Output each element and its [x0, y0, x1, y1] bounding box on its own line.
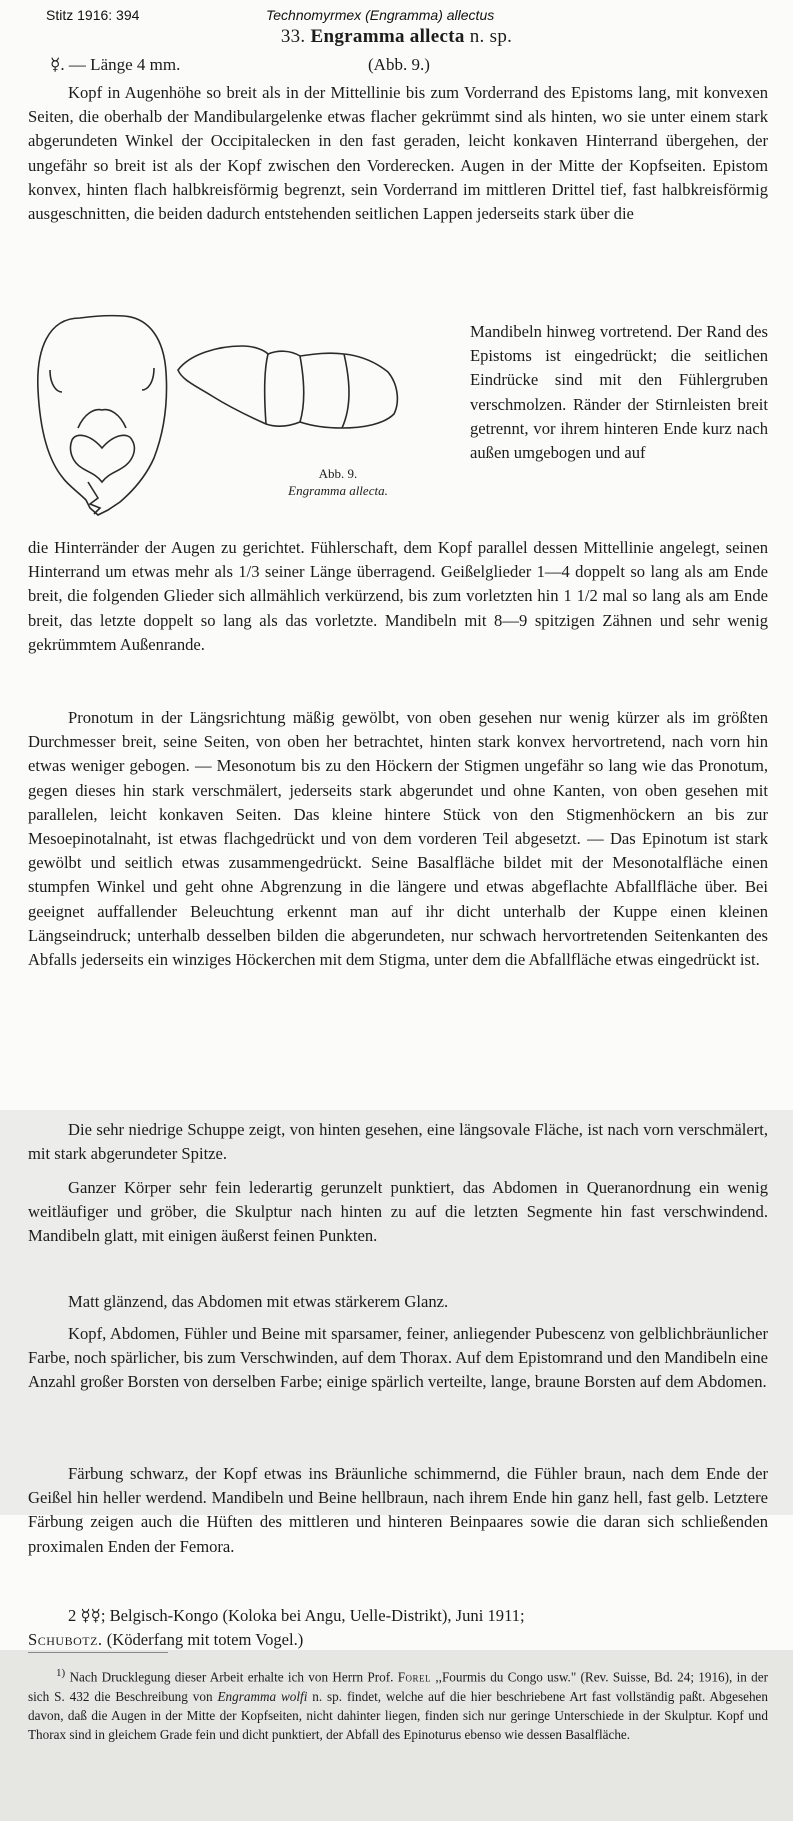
thorax-outline: [178, 346, 397, 428]
species-number: 33.: [280, 26, 306, 47]
paragraph-head-2: Mandibeln hinweg vortretend. Der Rand des Epistoms ist eingedrückt; die seitlichen Eindrücke sind mit den Fühlergruben verschmolzen. Ränder der Stirnleisten breit getrennt, vor ihrem hinteren Ende kurz nach außen umgebogen und auf: [470, 322, 768, 463]
paragraph-head-3: die Hinterränder der Augen zu gerichtet. Fühlerschaft, dem Kopf parallel dessen Mittellinie angelegt, seinen Hinterrand um etwas mehr als 1/3 seiner Länge überragend. Geißelglieder 1—4 doppelt so lang als am Ende breit, die folgenden Glieder sich allmählich verkürzend, bis zum vorletzten hin 1 1/2 mal so lang als am Ende breit, das letzte doppelt so lang als das vorletzte. Mandibeln mit 8—9 spitzigen Zähnen und sehr wenig gekrümmtem Außenrande.: [28, 538, 768, 654]
paragraph-scale: Die sehr niedrige Schuppe zeigt, von hinten gesehen, eine längsovale Fläche, ist nach vorn verschmälert, mit stark abgerundeter Spitze.: [28, 1120, 768, 1164]
paragraph-shine: Matt glänzend, das Abdomen mit etwas stärkerem Glanz.: [68, 1292, 449, 1311]
footnote-text-1: Nach Drucklegung dieser Arbeit erhalte ich von Herrn Prof.: [69, 1669, 394, 1685]
material-bait: (Köderfang mit totem Vogel.): [106, 1630, 304, 1650]
footnote-text-3: n. sp. findet, welche auf die hier beschriebene Art fast vollständig paßt. Abgesehen davon, daß die Augen in der Mitte der Kopfseiten, nicht dahinter liegen, finden sich nur geringe Unterschiede in der Skulptur. Kopf und Thorax sind in gleichem Grade fein und dicht punktiert, der Abfall des Epinoturus ebenso wie dessen Basalfläche.: [28, 1688, 769, 1742]
length-text: ☿. — Länge 4 mm.: [50, 55, 181, 74]
suture-1: [265, 354, 268, 424]
eye-left: [50, 370, 62, 392]
head-outline: [38, 316, 167, 515]
page-header: [46, 7, 773, 25]
material-line-1: 2 ☿☿; Belgisch-Kongo (Koloka bei Angu, Uelle-Distrikt), Juni 1911;: [68, 1606, 525, 1625]
paragraph-head-1: Kopf in Augenhöhe so breit als in der Mittellinie bis zum Vorderrand des Epistoms lang, mit konvexen Seiten, die oberhalb der Mandibulargelenke etwas flacher gekrümmt sind als hinten, wo sie unter einem stark abgerundeten Winkel der Occipitalecken in den fast geraden, leicht konkaven Hinterrand übergehen, der ungefähr so breit ist als der Kopf zwischen den Vorderecken. Augen in der Mitte der Kopfseiten. Epistom konvex, hinten flach halbkreisförmig begrenzt, sein Vorderrand im mittleren Drittel tief, fast halbkreisförmig ausgeschnitten, die beiden dadurch entstehenden seitlichen Lappen jederseits stark über die: [28, 83, 768, 224]
material-examined: [28, 1604, 768, 1652]
citation: Stitz 1916: 394: [46, 7, 140, 23]
suture-2: [300, 356, 304, 422]
footnote-marker: 1): [56, 1667, 66, 1679]
eye-right: [142, 368, 154, 390]
collector-name: Schubotz.: [28, 1630, 103, 1650]
figure-species: Engramma allecta.: [288, 483, 388, 498]
frontal-carina: [78, 410, 126, 428]
paragraph-pilosity: Kopf, Abdomen, Fühler und Beine mit sparsamer, feiner, anliegender Pubescenz von gelblichbräunlicher Farbe, noch spärlicher, bis zum Verschwinden, auf dem Thorax. Auf dem Epistomrand und den Mandibeln eine Anzahl großer Borsten von derselben Farbe; einige spärlich verteilte, lange, braune Borsten auf dem Abdomen.: [28, 1324, 768, 1392]
footnote: [28, 1664, 768, 1744]
suture-3: [342, 354, 349, 428]
footnote-divider: [28, 1652, 168, 1653]
figure-reference: (Abb. 9.): [368, 55, 430, 74]
mandible: [88, 482, 100, 514]
species-name: Engramma allecta: [310, 26, 465, 47]
footnote-species: Engramma wolfi: [217, 1688, 308, 1704]
paragraph-sculpture: Ganzer Körper sehr fein lederartig gerunzelt punktiert, das Abdomen in Queranordnung ein wenig weitläufiger und gröber, die Skulptur nach hinten zu auf die letzten Segmente hin fast verschwindend. Mandibeln glatt, mit einigen äußerst feinen Punkten.: [28, 1178, 768, 1246]
figure-label: Abb. 9.: [318, 466, 358, 481]
taxon-name: Technomyrmex (Engramma) allectus: [266, 7, 495, 23]
footnote-author: Forel: [397, 1669, 432, 1685]
clypeus: [70, 435, 134, 482]
footnote-text-2: ,,Fourmis du Congo usw." (Rev. Suisse, Bd. 24; 1916), in der sich S. 432 die Beschreibung von: [28, 1669, 769, 1704]
species-status: n. sp.: [469, 26, 513, 47]
species-title: [0, 26, 793, 48]
paragraph-thorax: Pronotum in der Längsrichtung mäßig gewölbt, von oben gesehen nur wenig kürzer als im größten Durchmesser breit, seine Seiten, von oben her betrachtet, hinten stark konvex hervortretend, nach vorn hin etwas weniger gebogen. — Mesonotum bis zu den Höckern der Stigmen ungefähr so lang wie das Pronotum, gegen dieses hin stark verschmälert, jederseits stark abgerundet und ohne Kanten, von oben gesehen mit parallelen, leicht konkaven Seiten. Das kleine hintere Stück von den Stigmenhöckern an bis zur Mesoepinotalnaht, ist etwas flachgedrückt und von dem vorderen Teil abgesetzt. — Das Epinotum ist stark gewölbt und seitlich etwas zusammengedrückt. Seine Basalfläche bildet mit der Mesonotalfläche einen stumpfen Winkel und geht ohne Abgrenzung in die längere und etwas abgeflachte Abfallfläche über. Bei geeignet auffallender Beleuchtung erkennt man auf ihr dicht unterhalb der Kuppe einen kleinen Längseindruck; unterhalb desselben bilden die abgerundeten, nur schwach hervortretenden Seitenkanten des Abfalls jederseits ein winziges Höckerchen mit dem Stigma, unter dem die Abfallfläche etwas eingedrückt ist.: [28, 708, 768, 970]
material-line-2: [28, 1628, 768, 1652]
figure-caption: [253, 465, 423, 499]
paragraph-color: Färbung schwarz, der Kopf etwas ins Bräunliche schimmernd, die Fühler braun, nach dem Ende der Geißel hin heller werdend. Mandibeln und Beine hellbraun, nach ihrem Ende hin ganz hell, fast gelb. Letztere Färbung zeigen auch die Hüften des mittleren und hinteren Beinpaares sowie die daran sich schließenden proximalen Enden der Femora.: [28, 1464, 768, 1556]
